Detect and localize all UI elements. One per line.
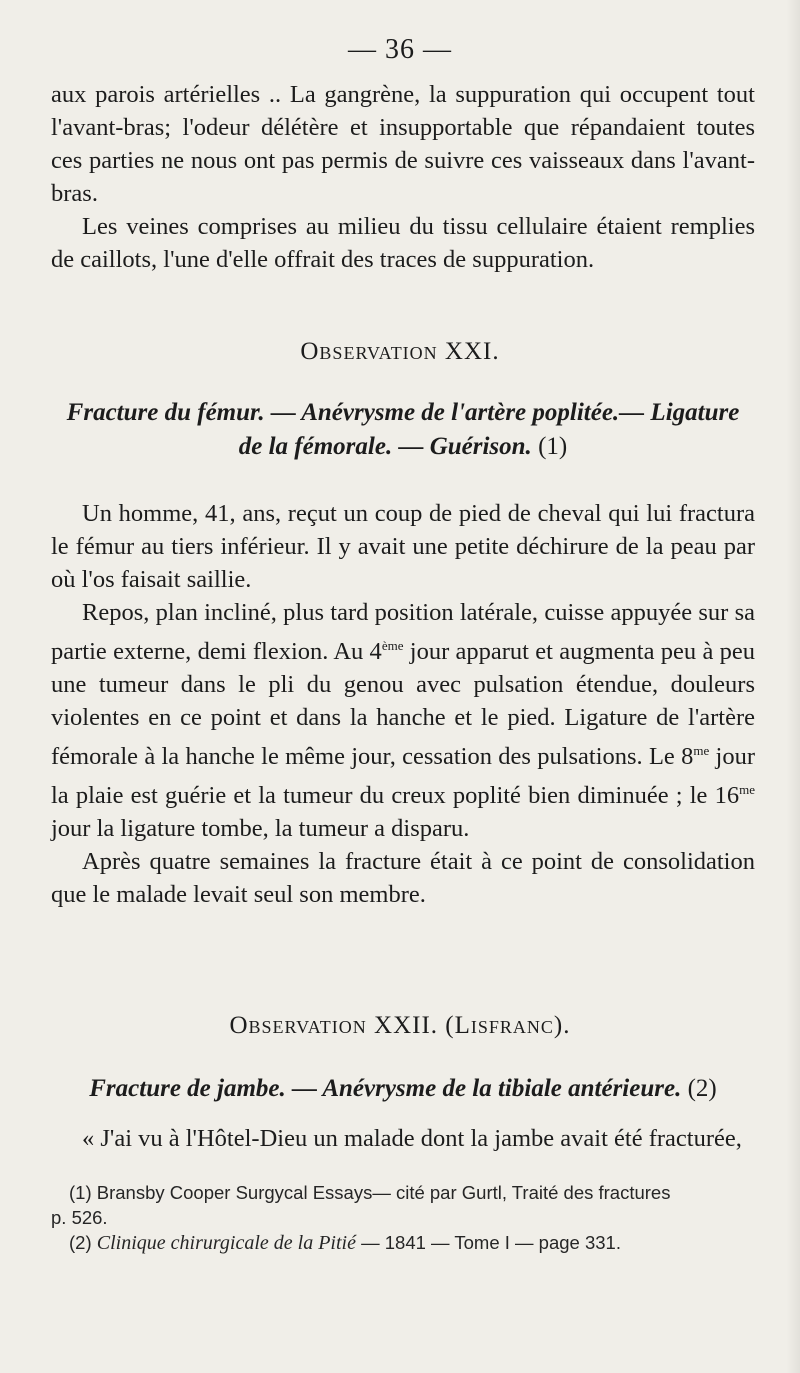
observation-21-title-line-2-text: de la fémorale. — Guérison. [238, 433, 532, 460]
page-number: — 36 — [348, 34, 452, 65]
superscript-3: me [739, 782, 755, 798]
observation-22-title [51, 1072, 755, 1106]
paragraph-5: Après quatre semaines la fracture était à ce point de consolidation que le malade levait seul son membre. [51, 848, 755, 909]
paragraph-2: Les veines comprises au milieu du tissu cellulaire étaient remplies de caillots, l'une d'elle offrait des traces de suppuration. [51, 213, 755, 273]
superscript-1: ème [381, 638, 404, 653]
footnote-2-rest: — 1841 — Tome I — page 331. [361, 1232, 621, 1253]
paragraph-1: aux parois artérielles .. La gangrène, la suppuration qui occupent tout l'avant-bras; l'odeur délétère et insupportable que répandaient toutes ces parties ne nous ont pas permis de suivre ces vaisseaux dans l'avant-bras. [51, 81, 755, 207]
footnote-2-title: Clinique chirurgicale de la Pitié [96, 1232, 356, 1254]
paragraph-4-part-c: jour la plaie est guérie et la tumeur du creux poplité bien diminuée ; le 16 [51, 743, 755, 810]
paragraph-6: « J'ai vu à l'Hôtel-Dieu un malade dont la jambe avait été fracturée, [82, 1125, 742, 1152]
footnote-ref-1: (1) [538, 433, 568, 460]
observation-21-title [51, 396, 755, 464]
paragraph-4-part-a: Repos, plan incliné, plus tard position latérale, cuisse appuyée sur sa partie externe, demi flexion. Au 4 [51, 599, 755, 666]
footnote-2-marker: (2) [69, 1232, 92, 1253]
paragraph-4-part-d: jour la ligature tombe, la tumeur a disparu. [51, 815, 470, 843]
paragraph-4-part-b: jour apparut et augmenta peu à peu une tumeur dans le pli du genou avec pulsation étendue, douleurs violentes en ce point et dans la hanche et le pied. Ligature de l'artère fémorale à la hanche le même jour, cessation des pulsations. Le 8 [51, 638, 755, 771]
opening-text [51, 78, 755, 276]
footnote-2 [51, 1230, 755, 1256]
observation-21-title-line-1: Fracture du fémur. — Anévrysme de l'artère poplitée.— Ligature [66, 399, 740, 426]
observation-21-title-line-2 [51, 430, 755, 464]
footnote-1-line-1: (1) Bransby Cooper Surgycal Essays— cité par Gurtl, Traité des fractures [69, 1182, 671, 1203]
paragraph-4 [51, 596, 755, 845]
observation-21-body [51, 497, 755, 911]
superscript-2: me [693, 743, 710, 759]
footnote-1-line-2: p. 526. [51, 1207, 108, 1228]
footnotes [51, 1180, 755, 1256]
observation-21-heading: Observation XXI. [300, 338, 500, 365]
observation-22-body [51, 1122, 755, 1155]
footnote-ref-2: (2) [687, 1075, 717, 1102]
observation-22-title-text: Fracture de jambe. — Anévrysme de la tibiale antérieure. [89, 1075, 682, 1102]
observation-22-heading: Observation XXII. (Lisfranc). [229, 1012, 571, 1039]
page-edge-shadow [786, 0, 800, 1373]
paragraph-3: Un homme, 41, ans, reçut un coup de pied de cheval qui lui fractura le fémur au tiers inférieur. Il y avait une petite déchirure de la peau par où l'os faisait saillie. [51, 500, 755, 593]
